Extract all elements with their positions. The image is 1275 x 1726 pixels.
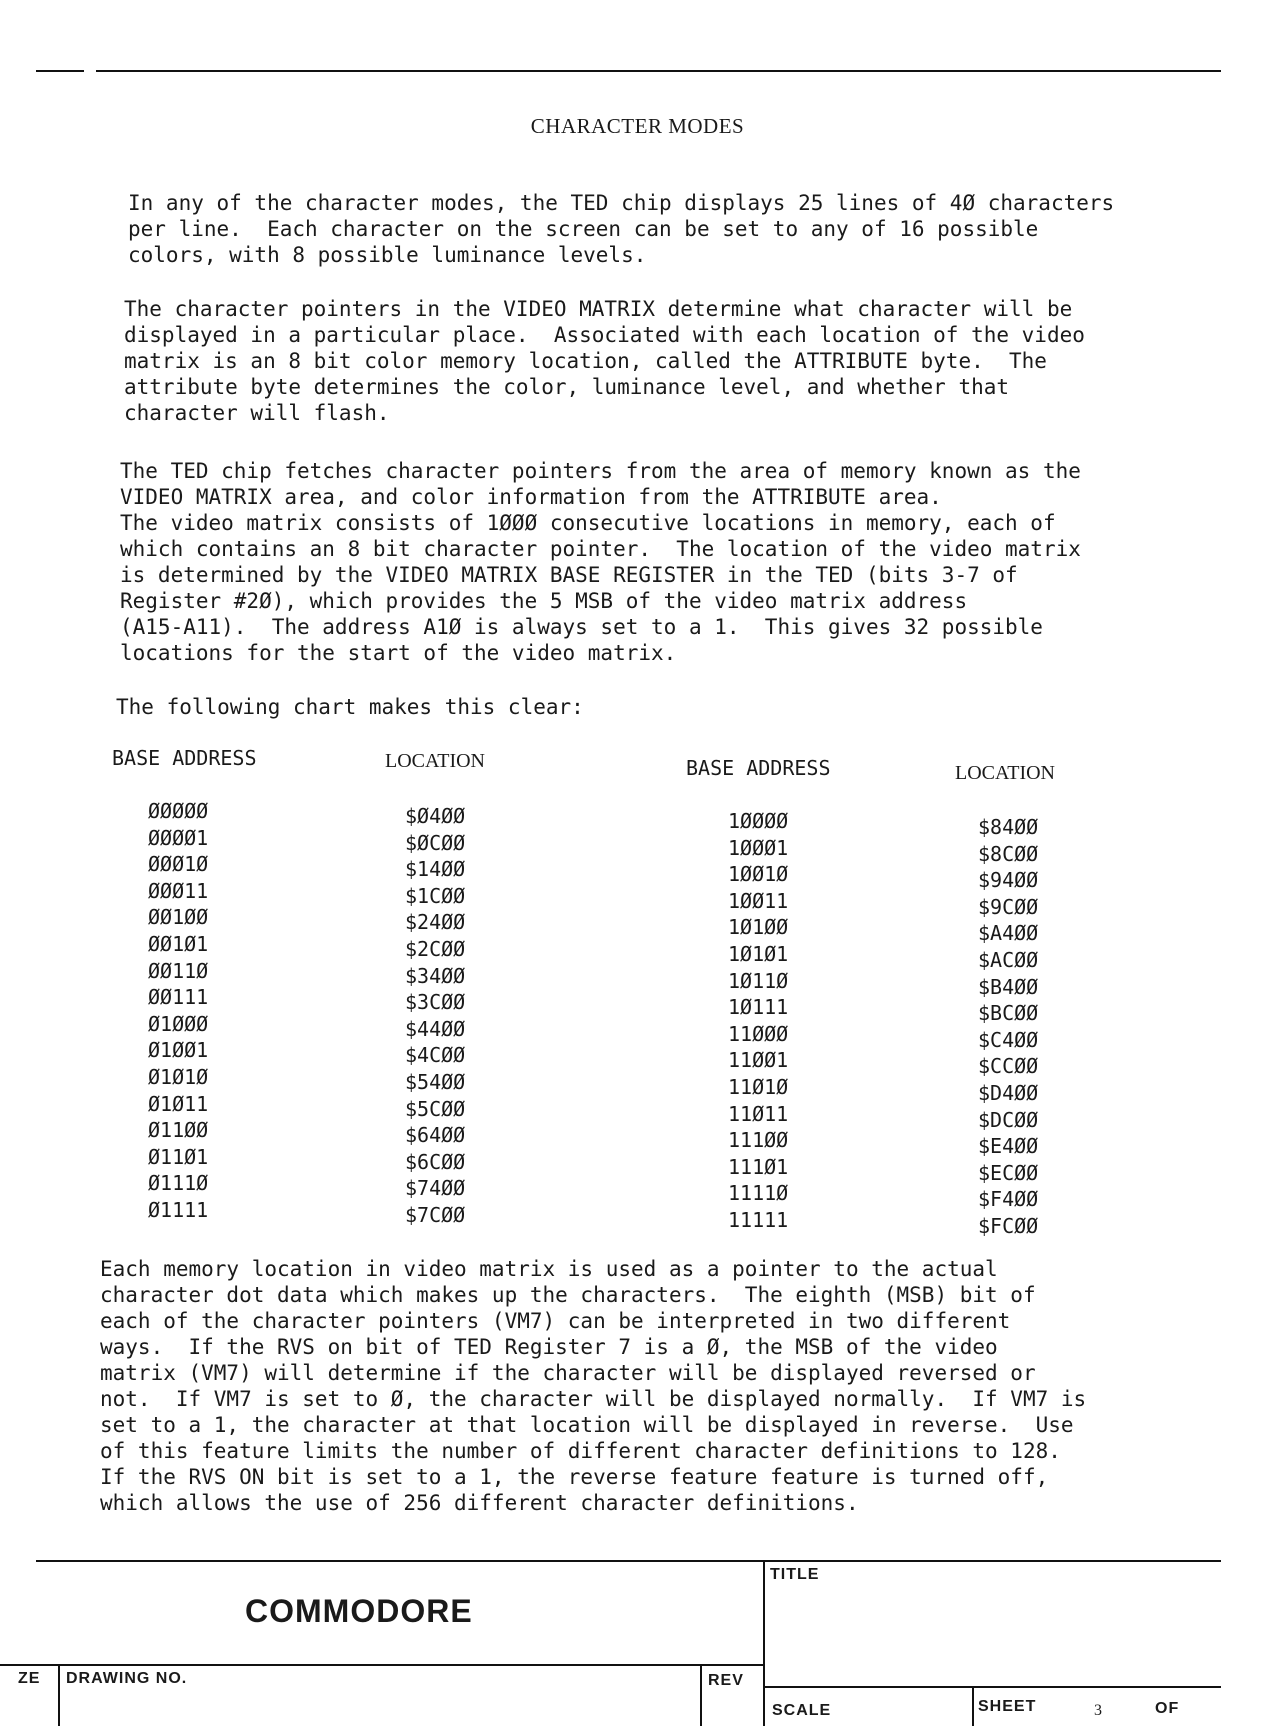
rev-label: REV bbox=[708, 1672, 744, 1689]
header-base-address-left: BASE ADDRESS bbox=[112, 746, 257, 770]
size-label: ZE bbox=[18, 1670, 41, 1687]
location-cell: $ØCØØ bbox=[405, 830, 466, 855]
base-address-cell: Ø111Ø bbox=[148, 1171, 209, 1196]
base-address-cell: 1ØØ1Ø bbox=[728, 862, 789, 887]
left-base-address-column bbox=[148, 798, 208, 1224]
paragraph-video-matrix: The TED chip fetches character pointers from the area of memory known as the VIDEO MATRIX area, and color information from the ATTRIBUTE area. The video matrix consists of 1ØØØ consecutive locations in memory, each of which contains an 8 bit character pointer. The location of the video matrix is determined by the VIDEO MATRIX BASE REGISTER in the TED (bits 3-7 of Register #2Ø), which provides the 5 MSB of the video matrix address (A15-A11). The address A1Ø is always set to a 1. This gives 32 possible locations for the start of the video matrix. bbox=[120, 459, 1081, 665]
base-address-cell: ØØ11Ø bbox=[148, 958, 209, 983]
paragraph-chart-intro: The following chart makes this clear: bbox=[116, 695, 584, 719]
base-address-cell: 1111Ø bbox=[728, 1181, 789, 1206]
base-address-cell: Ø1111 bbox=[148, 1197, 209, 1222]
paragraph-reverse-mode: Each memory location in video matrix is used as a pointer to the actual character dot data which makes up the characters. The eighth (MSB) bit of each of the character pointers (VM7) can be interpreted in two different ways. If the RVS on bit of TED Register 7 is a Ø, the MSB of the video matrix (VM7) will determine if the character will be displayed reversed or not. If VM7 is set to Ø, the character will be displayed normally. If VM7 is set to a 1, the character at that location will be displayed in reverse. Use of this feature limits the number of different character definitions to 128. If the RVS ON bit is set to a 1, the reverse feature feature is turned off, which allows the use of 256 different character definitions. bbox=[100, 1257, 1087, 1515]
company-name: COMMODORE bbox=[245, 1593, 473, 1629]
location-cell: $Ø4ØØ bbox=[405, 804, 466, 828]
base-address-cell: ØØØØØ bbox=[148, 799, 209, 823]
base-address-cell: 11Ø11 bbox=[728, 1101, 789, 1126]
scale-label: SCALE bbox=[772, 1702, 832, 1719]
location-cell: $BCØØ bbox=[978, 1001, 1039, 1026]
drawing-number-label: DRAWING NO. bbox=[66, 1670, 188, 1687]
top-rule-left bbox=[36, 70, 84, 72]
location-cell: $7CØØ bbox=[405, 1202, 466, 1227]
size-divider bbox=[58, 1664, 60, 1726]
location-cell: $F4ØØ bbox=[978, 1187, 1039, 1212]
base-address-cell: 1ØØ11 bbox=[728, 888, 789, 913]
base-address-cell: 1Ø111 bbox=[728, 995, 789, 1020]
base-address-cell: 1Ø1ØØ bbox=[728, 915, 789, 940]
location-cell: $CCØØ bbox=[978, 1054, 1039, 1079]
rev-divider bbox=[700, 1664, 702, 1726]
base-address-cell: Ø1ØØØ bbox=[148, 1011, 209, 1036]
base-address-cell: 111Ø1 bbox=[728, 1154, 789, 1179]
left-location-column bbox=[405, 803, 465, 1229]
base-address-cell: ØØØØ1 bbox=[148, 825, 209, 850]
location-cell: $2CØØ bbox=[405, 936, 466, 961]
base-address-cell: 111ØØ bbox=[728, 1128, 789, 1153]
location-cell: $6CØØ bbox=[405, 1149, 466, 1174]
header-location-right: LOCATION bbox=[955, 762, 1055, 784]
sheet-divider bbox=[972, 1686, 974, 1726]
base-address-cell: Ø1ØØ1 bbox=[148, 1038, 209, 1063]
base-address-cell: 11ØØØ bbox=[728, 1021, 789, 1046]
title-label: TITLE bbox=[770, 1566, 820, 1583]
right-location-column bbox=[978, 814, 1038, 1240]
title-block-divider bbox=[763, 1560, 765, 1726]
base-address-cell: ØØ1Ø1 bbox=[148, 931, 209, 956]
base-address-cell: 11111 bbox=[728, 1207, 789, 1232]
location-cell: $34ØØ bbox=[405, 963, 466, 988]
location-cell: $84ØØ bbox=[978, 815, 1039, 839]
base-address-cell: Ø11ØØ bbox=[148, 1118, 209, 1143]
location-cell: $DCØØ bbox=[978, 1107, 1039, 1132]
base-address-cell: ØØØ1Ø bbox=[148, 852, 209, 877]
title-block-top-rule bbox=[36, 1560, 1221, 1562]
base-address-cell: 11ØØ1 bbox=[728, 1048, 789, 1073]
header-base-address-right: BASE ADDRESS bbox=[686, 756, 831, 780]
right-base-address-column bbox=[728, 808, 788, 1234]
base-address-cell: ØØ111 bbox=[148, 985, 209, 1010]
location-cell: $9CØØ bbox=[978, 894, 1039, 919]
location-cell: $FCØØ bbox=[978, 1213, 1039, 1238]
location-cell: $3CØØ bbox=[405, 990, 466, 1015]
location-cell: $94ØØ bbox=[978, 868, 1039, 893]
sheet-number: 3 bbox=[1094, 1702, 1102, 1719]
base-address-cell: Ø1Ø1Ø bbox=[148, 1064, 209, 1089]
base-address-cell: ØØØ11 bbox=[148, 878, 209, 903]
location-cell: $8CØØ bbox=[978, 841, 1039, 866]
location-cell: $ACØØ bbox=[978, 947, 1039, 972]
location-cell: $64ØØ bbox=[405, 1123, 466, 1148]
top-rule-right bbox=[96, 70, 1221, 72]
location-cell: $14ØØ bbox=[405, 857, 466, 882]
base-address-cell: 1Ø11Ø bbox=[728, 968, 789, 993]
drawing-number-rule bbox=[0, 1664, 763, 1666]
scale-rule bbox=[763, 1686, 1221, 1688]
base-address-cell: 1Ø1Ø1 bbox=[728, 941, 789, 966]
location-cell: $44ØØ bbox=[405, 1016, 466, 1041]
of-label: OF bbox=[1155, 1700, 1180, 1717]
base-address-cell: 11Ø1Ø bbox=[728, 1074, 789, 1099]
location-cell: $ECØØ bbox=[978, 1160, 1039, 1185]
paragraph-intro: In any of the character modes, the TED chip displays 25 lines of 4Ø characters per line. Each character on the screen can be set to any of 16 possible colors, with 8 possible luminance levels. bbox=[128, 191, 1115, 267]
location-cell: $C4ØØ bbox=[978, 1027, 1039, 1052]
location-cell: $54ØØ bbox=[405, 1069, 466, 1094]
location-cell: $24ØØ bbox=[405, 910, 466, 935]
page-title: CHARACTER MODES bbox=[530, 114, 745, 138]
base-address-cell: Ø11Ø1 bbox=[148, 1144, 209, 1169]
location-cell: $A4ØØ bbox=[978, 921, 1039, 946]
location-cell: $D4ØØ bbox=[978, 1080, 1039, 1105]
base-address-cell: 1ØØØ1 bbox=[728, 835, 789, 860]
location-cell: $74ØØ bbox=[405, 1176, 466, 1201]
base-address-cell: 1ØØØØ bbox=[728, 809, 789, 833]
location-cell: $B4ØØ bbox=[978, 974, 1039, 999]
sheet-label: SHEET bbox=[978, 1698, 1037, 1715]
location-cell: $5CØØ bbox=[405, 1096, 466, 1121]
base-address-cell: Ø1Ø11 bbox=[148, 1091, 209, 1116]
location-cell: $4CØØ bbox=[405, 1043, 466, 1068]
base-address-cell: ØØ1ØØ bbox=[148, 905, 209, 930]
location-cell: $1CØØ bbox=[405, 883, 466, 908]
paragraph-character-pointers: The character pointers in the VIDEO MATRIX determine what character will be displayed in a particular place. Associated with each location of the video matrix is an 8 bit color memory location, called the ATTRIBUTE byte. The attribute byte determines the color, luminance level, and whether that character will flash. bbox=[124, 297, 1085, 425]
header-location-left: LOCATION bbox=[385, 750, 485, 772]
location-cell: $E4ØØ bbox=[978, 1134, 1039, 1159]
